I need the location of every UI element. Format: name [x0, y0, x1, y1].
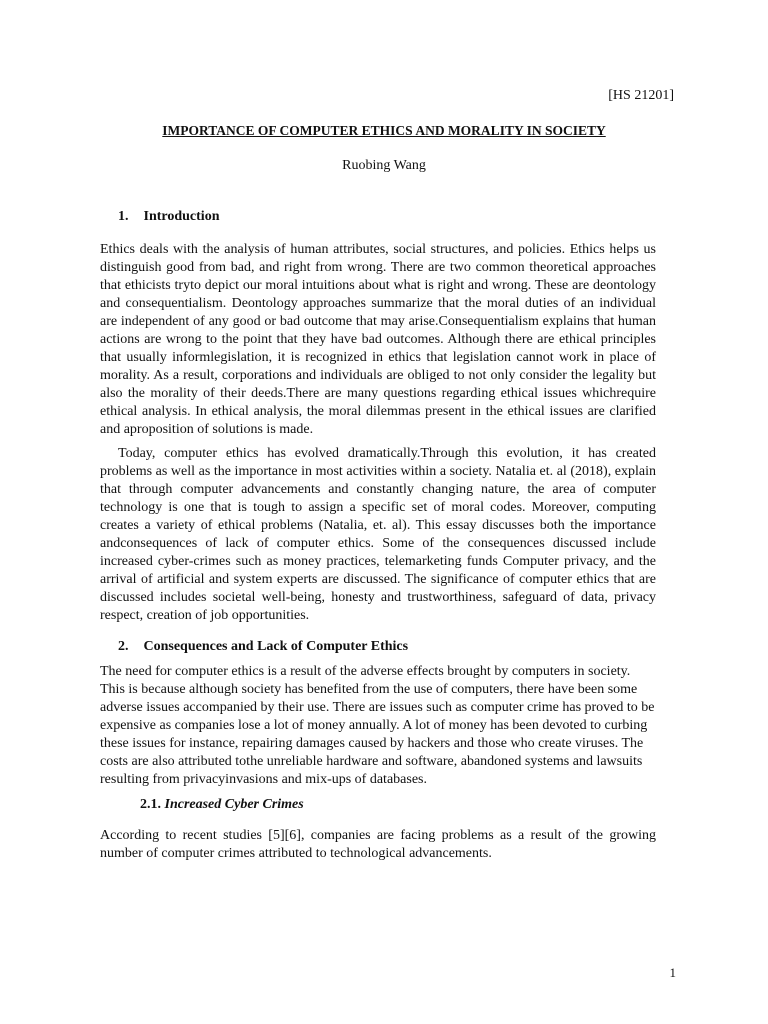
document-title: IMPORTANCE OF COMPUTER ETHICS AND MORALITY IN SOCIETY [162, 123, 606, 138]
author-name: Ruobing Wang [342, 158, 426, 173]
consequences-paragraph-1: The need for computer ethics is a result of the adverse effects brought by computers in society. This is because although society has benefited from the use of computers, there have been some adverse issues accompanied by their use. There are issues such as computer crime has proved to be expensive as companies lose a lot of money annually. A lot of money has been devoted to curbing these issues for instance, repairing damages caused by hackers and those who create viruses. The costs are also attributed tothe unreliable hardware and software, abandoned systems and lawsuits resulting from privacyinvasions and mix-ups of databases. [100, 664, 655, 787]
subsection-title: Increased Cyber Crimes [164, 797, 304, 812]
document-body [100, 207, 656, 863]
intro-paragraph-1: Ethics deals with the analysis of human attributes, social structures, and policies. Ethics helps us distinguish good from bad, and right from wrong. There are two common theoretical approaches that ethicists tryto depict our moral intuitions about what is right and wrong. These are deontology and consequentialism. Deontology approaches summarize that the moral duties of an individual are independent of any good or bad outcome that may arise.Consequentialism explains that human actions are wrong to the point that they have bad outcomes. Although there are ethical principles that usually informlegislation, it is recognized in ethics that legislation cannot work in place of morality. As a result, corporations and individuals are obliged to not only consider the legality but also the morality of their deeds.There are many questions regarding ethical issues whichrequire ethical analysis. In ethical analysis, the moral dilemmas present in the ethical issues are clarified and aproposition of solutions is made. [100, 242, 656, 437]
course-code: [HS 21201] [608, 88, 674, 103]
section-number: 1. [118, 209, 129, 224]
cyber-crimes-paragraph-1: According to recent studies [5][6], companies are facing problems as a result of the growing number of computer crimes attributed to technological advancements. [100, 828, 656, 861]
subsection-number: 2.1. [140, 797, 161, 812]
section-title: Consequences and Lack of Computer Ethics [143, 639, 409, 654]
section-heading-consequences [118, 637, 656, 657]
intro-paragraph-2: Today, computer ethics has evolved dramatically.Through this evolution, it has created problems as well as the importance in most activities within a society. Natalia et. al (2018), explain that through computer advancements and constantly changing nature, the area of computer technology is one that is tough to assign a specific set of moral codes. Moreover, computing creates a variety of ethical problems (Natalia, et. al). This essay discusses both the importance andconsequences of lack of computer ethics. Some of the consequences discussed include increased cyber-crimes such as money practices, telemarketing funds Computer privacy, and the arrival of artificial and system experts are discussed. The significance of computer ethics that are discussed includes societal well-being, honesty and trustworthiness, safeguard of data, privacy respect, creation of job opportunities. [100, 446, 656, 623]
section-number: 2. [118, 639, 129, 654]
section-title: Introduction [143, 209, 220, 224]
page-number: 1 [669, 965, 676, 980]
subsection-heading-cyber-crimes [140, 795, 656, 815]
section-heading-introduction [118, 207, 656, 227]
